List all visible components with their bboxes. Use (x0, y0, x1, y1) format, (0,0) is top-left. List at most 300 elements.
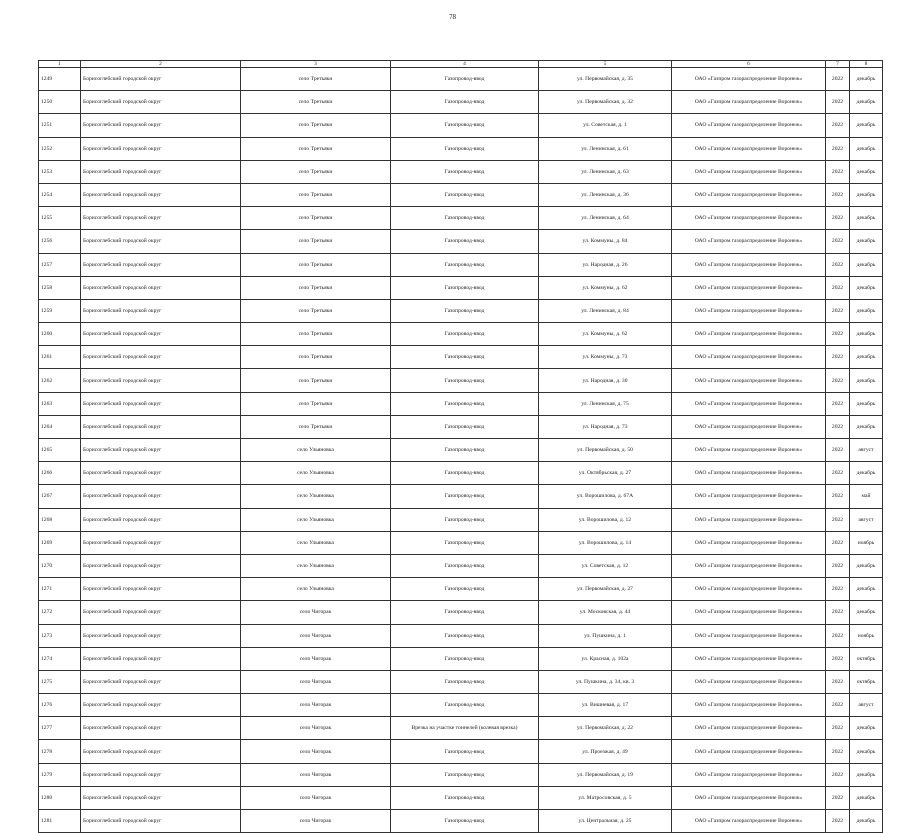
row-number-cell: 1253 (39, 160, 81, 183)
organization-cell: ОАО «Газпром газораспределение Воронеж» (672, 810, 826, 833)
row-number-cell: 1250 (39, 91, 81, 114)
object-type-cell: Газопровод-ввод (391, 439, 539, 462)
table-row (39, 137, 883, 160)
district-cell: Борисоглебский городской округ (81, 485, 241, 508)
organization-cell: ОАО «Газпром газораспределение Воронеж» (672, 68, 826, 91)
month-cell: декабрь (850, 717, 883, 740)
organization-cell: ОАО «Газпром газораспределение Воронеж» (672, 647, 826, 670)
row-number-cell: 1277 (39, 717, 81, 740)
settlement-cell: село Третьяки (241, 415, 391, 438)
year-cell: 2022 (826, 508, 850, 531)
settlement-cell: село Ульяновка (241, 485, 391, 508)
district-cell: Борисоглебский городской округ (81, 183, 241, 206)
settlement-cell: село Ульяновка (241, 508, 391, 531)
district-cell: Борисоглебский городской округ (81, 207, 241, 230)
year-cell: 2022 (826, 299, 850, 322)
row-number-cell: 1261 (39, 346, 81, 369)
district-cell: Борисоглебский городской округ (81, 717, 241, 740)
address-cell: ул. Первомайская, д. 32 (539, 91, 672, 114)
district-cell: Борисоглебский городской округ (81, 68, 241, 91)
settlement-cell: село Третьяки (241, 323, 391, 346)
month-cell: октябрь (850, 670, 883, 693)
district-cell: Борисоглебский городской округ (81, 346, 241, 369)
settlement-cell: село Третьяки (241, 346, 391, 369)
address-cell: ул. Вишневая, д. 17 (539, 694, 672, 717)
object-type-cell: Газопровод-ввод (391, 554, 539, 577)
organization-cell: ОАО «Газпром газораспределение Воронеж» (672, 462, 826, 485)
year-cell: 2022 (826, 323, 850, 346)
table-row (39, 346, 883, 369)
month-cell: октябрь (850, 647, 883, 670)
row-number-cell: 1270 (39, 554, 81, 577)
object-type-cell: Газопровод-ввод (391, 508, 539, 531)
year-cell: 2022 (826, 624, 850, 647)
table-row (39, 810, 883, 833)
object-type-cell: Газопровод-ввод (391, 810, 539, 833)
organization-cell: ОАО «Газпром газораспределение Воронеж» (672, 276, 826, 299)
settlement-cell: село Третьяки (241, 183, 391, 206)
year-cell: 2022 (826, 717, 850, 740)
month-cell: ноябрь (850, 531, 883, 554)
month-cell: декабрь (850, 578, 883, 601)
month-cell: декабрь (850, 253, 883, 276)
table-row (39, 624, 883, 647)
district-cell: Борисоглебский городской округ (81, 392, 241, 415)
settlement-cell: село Чигорак (241, 694, 391, 717)
address-cell: ул. Первомайская, д. 22 (539, 717, 672, 740)
table-row (39, 763, 883, 786)
object-type-cell: Газопровод-ввод (391, 207, 539, 230)
organization-cell: ОАО «Газпром газораспределение Воронеж» (672, 670, 826, 693)
district-cell: Борисоглебский городской округ (81, 694, 241, 717)
address-cell: ул. Первомайская, д. 50 (539, 439, 672, 462)
table-row (39, 740, 883, 763)
year-cell: 2022 (826, 485, 850, 508)
settlement-cell: село Третьяки (241, 253, 391, 276)
organization-cell: ОАО «Газпром газораспределение Воронеж» (672, 183, 826, 206)
year-cell: 2022 (826, 601, 850, 624)
address-cell: ул. Народная, д. 73 (539, 415, 672, 438)
address-cell: ул. Первомайская, д. 19 (539, 763, 672, 786)
month-cell: декабрь (850, 299, 883, 322)
table-row (39, 670, 883, 693)
object-type-cell: Газопровод-ввод (391, 694, 539, 717)
organization-cell: ОАО «Газпром газораспределение Воронеж» (672, 392, 826, 415)
address-cell: ул. Проезжая, д. 49 (539, 740, 672, 763)
settlement-cell: село Чигорак (241, 786, 391, 809)
header-cell: 5 (539, 61, 672, 68)
district-cell: Борисоглебский городской округ (81, 369, 241, 392)
address-cell: ул. Центральная, д. 25 (539, 810, 672, 833)
table-row (39, 230, 883, 253)
object-type-cell: Газопровод-ввод (391, 369, 539, 392)
settlement-cell: село Чигорак (241, 740, 391, 763)
month-cell: декабрь (850, 137, 883, 160)
row-number-cell: 1256 (39, 230, 81, 253)
table-row (39, 694, 883, 717)
table-row (39, 578, 883, 601)
month-cell: декабрь (850, 160, 883, 183)
settlement-cell: село Чигорак (241, 624, 391, 647)
row-number-cell: 1279 (39, 763, 81, 786)
table-row (39, 462, 883, 485)
month-cell: декабрь (850, 114, 883, 137)
object-type-cell: Газопровод-ввод (391, 740, 539, 763)
object-type-cell: Газопровод-ввод (391, 137, 539, 160)
settlement-cell: село Третьяки (241, 114, 391, 137)
year-cell: 2022 (826, 670, 850, 693)
district-cell: Борисоглебский городской округ (81, 670, 241, 693)
address-cell: ул. Матросовская, д. 5 (539, 786, 672, 809)
row-number-cell: 1280 (39, 786, 81, 809)
month-cell: декабрь (850, 346, 883, 369)
month-cell: декабрь (850, 763, 883, 786)
address-cell: ул. Народная, д. 26 (539, 253, 672, 276)
settlement-cell: село Третьяки (241, 276, 391, 299)
organization-cell: ОАО «Газпром газораспределение Воронеж» (672, 230, 826, 253)
district-cell: Борисоглебский городской округ (81, 601, 241, 624)
organization-cell: ОАО «Газпром газораспределение Воронеж» (672, 601, 826, 624)
organization-cell: ОАО «Газпром газораспределение Воронеж» (672, 160, 826, 183)
month-cell: декабрь (850, 207, 883, 230)
settlement-cell: село Третьяки (241, 392, 391, 415)
year-cell: 2022 (826, 276, 850, 299)
table-row (39, 392, 883, 415)
organization-cell: ОАО «Газпром газораспределение Воронеж» (672, 207, 826, 230)
table-row (39, 299, 883, 322)
address-cell: ул. Ленинская, д. 64 (539, 207, 672, 230)
month-cell: декабрь (850, 183, 883, 206)
year-cell: 2022 (826, 68, 850, 91)
object-type-cell: Газопровод-ввод (391, 647, 539, 670)
district-cell: Борисоглебский городской округ (81, 253, 241, 276)
row-number-cell: 1257 (39, 253, 81, 276)
year-cell: 2022 (826, 763, 850, 786)
object-type-cell: Газопровод-ввод (391, 160, 539, 183)
settlement-cell: село Ульяновка (241, 578, 391, 601)
row-number-cell: 1262 (39, 369, 81, 392)
object-type-cell: Газопровод-ввод (391, 346, 539, 369)
organization-cell: ОАО «Газпром газораспределение Воронеж» (672, 91, 826, 114)
district-cell: Борисоглебский городской округ (81, 810, 241, 833)
organization-cell: ОАО «Газпром газораспределение Воронеж» (672, 763, 826, 786)
table-row (39, 786, 883, 809)
year-cell: 2022 (826, 183, 850, 206)
row-number-cell: 1249 (39, 68, 81, 91)
header-cell: 7 (826, 61, 850, 68)
organization-cell: ОАО «Газпром газораспределение Воронеж» (672, 346, 826, 369)
table-row (39, 415, 883, 438)
table-row (39, 717, 883, 740)
organization-cell: ОАО «Газпром газораспределение Воронеж» (672, 508, 826, 531)
month-cell: декабрь (850, 415, 883, 438)
header-cell: 8 (850, 61, 883, 68)
table-row (39, 554, 883, 577)
district-cell: Борисоглебский городской округ (81, 624, 241, 647)
table-row (39, 439, 883, 462)
table-row (39, 114, 883, 137)
settlement-cell: село Ульяновка (241, 531, 391, 554)
header-cell: 6 (672, 61, 826, 68)
organization-cell: ОАО «Газпром газораспределение Воронеж» (672, 253, 826, 276)
page-number: 78 (449, 13, 456, 21)
row-number-cell: 1269 (39, 531, 81, 554)
year-cell: 2022 (826, 230, 850, 253)
object-type-cell: Газопровод-ввод (391, 624, 539, 647)
address-cell: ул. Октябрьская, д. 27 (539, 462, 672, 485)
month-cell: декабрь (850, 740, 883, 763)
year-cell: 2022 (826, 439, 850, 462)
settlement-cell: село Третьяки (241, 207, 391, 230)
district-cell: Борисоглебский городской округ (81, 160, 241, 183)
object-type-cell: Газопровод-ввод (391, 786, 539, 809)
object-type-cell: Газопровод-ввод (391, 114, 539, 137)
object-type-cell: Газопровод-ввод (391, 415, 539, 438)
settlement-cell: село Третьяки (241, 68, 391, 91)
table-header-row (39, 61, 883, 68)
address-cell: ул. Коммуны, д. 62 (539, 323, 672, 346)
address-cell: ул. Ленинская, д. 84 (539, 299, 672, 322)
organization-cell: ОАО «Газпром газораспределение Воронеж» (672, 717, 826, 740)
row-number-cell: 1271 (39, 578, 81, 601)
district-cell: Борисоглебский городской округ (81, 786, 241, 809)
row-number-cell: 1259 (39, 299, 81, 322)
table-row (39, 601, 883, 624)
settlement-cell: село Третьяки (241, 160, 391, 183)
month-cell: декабрь (850, 230, 883, 253)
district-cell: Борисоглебский городской округ (81, 323, 241, 346)
month-cell: декабрь (850, 392, 883, 415)
organization-cell: ОАО «Газпром газораспределение Воронеж» (672, 554, 826, 577)
organization-cell: ОАО «Газпром газораспределение Воронеж» (672, 137, 826, 160)
district-cell: Борисоглебский городской округ (81, 462, 241, 485)
table-row (39, 531, 883, 554)
header-cell: 1 (39, 61, 81, 68)
year-cell: 2022 (826, 137, 850, 160)
month-cell: декабрь (850, 462, 883, 485)
table-row (39, 91, 883, 114)
settlement-cell: село Ульяновка (241, 462, 391, 485)
year-cell: 2022 (826, 253, 850, 276)
table-row (39, 207, 883, 230)
month-cell: декабрь (850, 276, 883, 299)
year-cell: 2022 (826, 91, 850, 114)
address-cell: ул. Красная, д. 102а (539, 647, 672, 670)
organization-cell: ОАО «Газпром газораспределение Воронеж» (672, 415, 826, 438)
object-type-cell: Газопровод-ввод (391, 763, 539, 786)
month-cell: декабрь (850, 323, 883, 346)
year-cell: 2022 (826, 554, 850, 577)
address-cell: ул. Пушкина, д. 34, кв. 3 (539, 670, 672, 693)
month-cell: декабрь (850, 91, 883, 114)
object-type-cell: Газопровод-ввод (391, 299, 539, 322)
table-row (39, 276, 883, 299)
object-type-cell: Газопровод-ввод (391, 578, 539, 601)
settlement-cell: село Чигорак (241, 647, 391, 670)
row-number-cell: 1276 (39, 694, 81, 717)
year-cell: 2022 (826, 694, 850, 717)
table-row (39, 647, 883, 670)
address-cell: ул. Советская, д. 12 (539, 554, 672, 577)
object-type-cell: Газопровод-ввод (391, 183, 539, 206)
district-cell: Борисоглебский городской округ (81, 531, 241, 554)
month-cell: декабрь (850, 810, 883, 833)
district-cell: Борисоглебский городской округ (81, 137, 241, 160)
organization-cell: ОАО «Газпром газораспределение Воронеж» (672, 786, 826, 809)
object-type-cell: Газопровод-ввод (391, 230, 539, 253)
month-cell: август (850, 694, 883, 717)
row-number-cell: 1278 (39, 740, 81, 763)
row-number-cell: 1267 (39, 485, 81, 508)
row-number-cell: 1281 (39, 810, 81, 833)
row-number-cell: 1260 (39, 323, 81, 346)
address-cell: ул. Московская, д. 44 (539, 601, 672, 624)
table-row (39, 369, 883, 392)
address-cell: ул. Ленинская, д. 36 (539, 183, 672, 206)
organization-cell: ОАО «Газпром газораспределение Воронеж» (672, 114, 826, 137)
year-cell: 2022 (826, 392, 850, 415)
object-type-cell: Газопровод-ввод (391, 68, 539, 91)
district-cell: Борисоглебский городской округ (81, 763, 241, 786)
settlement-cell: село Чигорак (241, 601, 391, 624)
year-cell: 2022 (826, 740, 850, 763)
district-cell: Борисоглебский городской округ (81, 230, 241, 253)
object-type-cell: Газопровод-ввод (391, 462, 539, 485)
address-cell: ул. Ворошилова, д. 12 (539, 508, 672, 531)
row-number-cell: 1274 (39, 647, 81, 670)
row-number-cell: 1266 (39, 462, 81, 485)
row-number-cell: 1255 (39, 207, 81, 230)
district-cell: Борисоглебский городской округ (81, 91, 241, 114)
district-cell: Борисоглебский городской округ (81, 647, 241, 670)
year-cell: 2022 (826, 462, 850, 485)
organization-cell: ОАО «Газпром газораспределение Воронеж» (672, 578, 826, 601)
row-number-cell: 1273 (39, 624, 81, 647)
address-cell: ул. Пушкина, д. 1 (539, 624, 672, 647)
settlement-cell: село Третьяки (241, 91, 391, 114)
district-cell: Борисоглебский городской округ (81, 299, 241, 322)
table-row (39, 508, 883, 531)
address-cell: ул. Ленинская, д. 63 (539, 160, 672, 183)
address-cell: ул. Ленинская, д. 61 (539, 137, 672, 160)
year-cell: 2022 (826, 346, 850, 369)
row-number-cell: 1272 (39, 601, 81, 624)
object-type-cell: Газопровод-ввод (391, 323, 539, 346)
month-cell: декабрь (850, 369, 883, 392)
settlement-cell: село Третьяки (241, 230, 391, 253)
settlement-cell: село Третьяки (241, 137, 391, 160)
header-cell: 4 (391, 61, 539, 68)
row-number-cell: 1251 (39, 114, 81, 137)
district-cell: Борисоглебский городской округ (81, 415, 241, 438)
address-cell: ул. Коммуны, д. 84 (539, 230, 672, 253)
year-cell: 2022 (826, 531, 850, 554)
row-number-cell: 1268 (39, 508, 81, 531)
address-cell: ул. Первомайская, д. 35 (539, 68, 672, 91)
address-cell: ул. Ворошилова, д. 67А (539, 485, 672, 508)
district-cell: Борисоглебский городской округ (81, 578, 241, 601)
object-type-cell: Врезка на участке тоннелей (колевая врезка) (391, 717, 539, 740)
row-number-cell: 1275 (39, 670, 81, 693)
settlement-cell: село Чигорак (241, 670, 391, 693)
month-cell: май (850, 485, 883, 508)
organization-cell: ОАО «Газпром газораспределение Воронеж» (672, 694, 826, 717)
settlement-cell: село Третьяки (241, 369, 391, 392)
header-cell: 3 (241, 61, 391, 68)
month-cell: ноябрь (850, 624, 883, 647)
month-cell: декабрь (850, 601, 883, 624)
row-number-cell: 1265 (39, 439, 81, 462)
district-cell: Борисоглебский городской округ (81, 508, 241, 531)
address-cell: ул. Народная, д. 30 (539, 369, 672, 392)
organization-cell: ОАО «Газпром газораспределение Воронеж» (672, 485, 826, 508)
object-type-cell: Газопровод-ввод (391, 531, 539, 554)
object-type-cell: Газопровод-ввод (391, 276, 539, 299)
row-number-cell: 1258 (39, 276, 81, 299)
address-cell: ул. Советская, д. 1 (539, 114, 672, 137)
organization-cell: ОАО «Газпром газораспределение Воронеж» (672, 439, 826, 462)
object-type-cell: Газопровод-ввод (391, 253, 539, 276)
object-type-cell: Газопровод-ввод (391, 485, 539, 508)
month-cell: август (850, 439, 883, 462)
object-type-cell: Газопровод-ввод (391, 601, 539, 624)
year-cell: 2022 (826, 786, 850, 809)
year-cell: 2022 (826, 160, 850, 183)
address-cell: ул. Коммуны, д. 62 (539, 276, 672, 299)
table-row (39, 160, 883, 183)
settlement-cell: село Чигорак (241, 763, 391, 786)
object-type-cell: Газопровод-ввод (391, 670, 539, 693)
settlement-cell: село Чигорак (241, 717, 391, 740)
year-cell: 2022 (826, 369, 850, 392)
organization-cell: ОАО «Газпром газораспределение Воронеж» (672, 323, 826, 346)
month-cell: декабрь (850, 786, 883, 809)
month-cell: август (850, 508, 883, 531)
district-cell: Борисоглебский городской округ (81, 276, 241, 299)
table-row (39, 485, 883, 508)
month-cell: декабрь (850, 554, 883, 577)
table-row (39, 253, 883, 276)
year-cell: 2022 (826, 578, 850, 601)
address-cell: ул. Ленинская, д. 75 (539, 392, 672, 415)
gas-connection-table (38, 60, 883, 833)
object-type-cell: Газопровод-ввод (391, 392, 539, 415)
row-number-cell: 1263 (39, 392, 81, 415)
row-number-cell: 1252 (39, 137, 81, 160)
table-row (39, 183, 883, 206)
year-cell: 2022 (826, 810, 850, 833)
district-cell: Борисоглебский городской округ (81, 439, 241, 462)
district-cell: Борисоглебский городской округ (81, 554, 241, 577)
table-row (39, 68, 883, 91)
settlement-cell: село Чигорак (241, 810, 391, 833)
row-number-cell: 1254 (39, 183, 81, 206)
organization-cell: ОАО «Газпром газораспределение Воронеж» (672, 624, 826, 647)
header-cell: 2 (81, 61, 241, 68)
table-row (39, 323, 883, 346)
organization-cell: ОАО «Газпром газораспределение Воронеж» (672, 369, 826, 392)
settlement-cell: село Третьяки (241, 299, 391, 322)
settlement-cell: село Ульяновка (241, 439, 391, 462)
object-type-cell: Газопровод-ввод (391, 91, 539, 114)
district-cell: Борисоглебский городской округ (81, 114, 241, 137)
district-cell: Борисоглебский городской округ (81, 740, 241, 763)
year-cell: 2022 (826, 415, 850, 438)
settlement-cell: село Ульяновка (241, 554, 391, 577)
organization-cell: ОАО «Газпром газораспределение Воронеж» (672, 740, 826, 763)
year-cell: 2022 (826, 647, 850, 670)
address-cell: ул. Коммуны, д. 73 (539, 346, 672, 369)
